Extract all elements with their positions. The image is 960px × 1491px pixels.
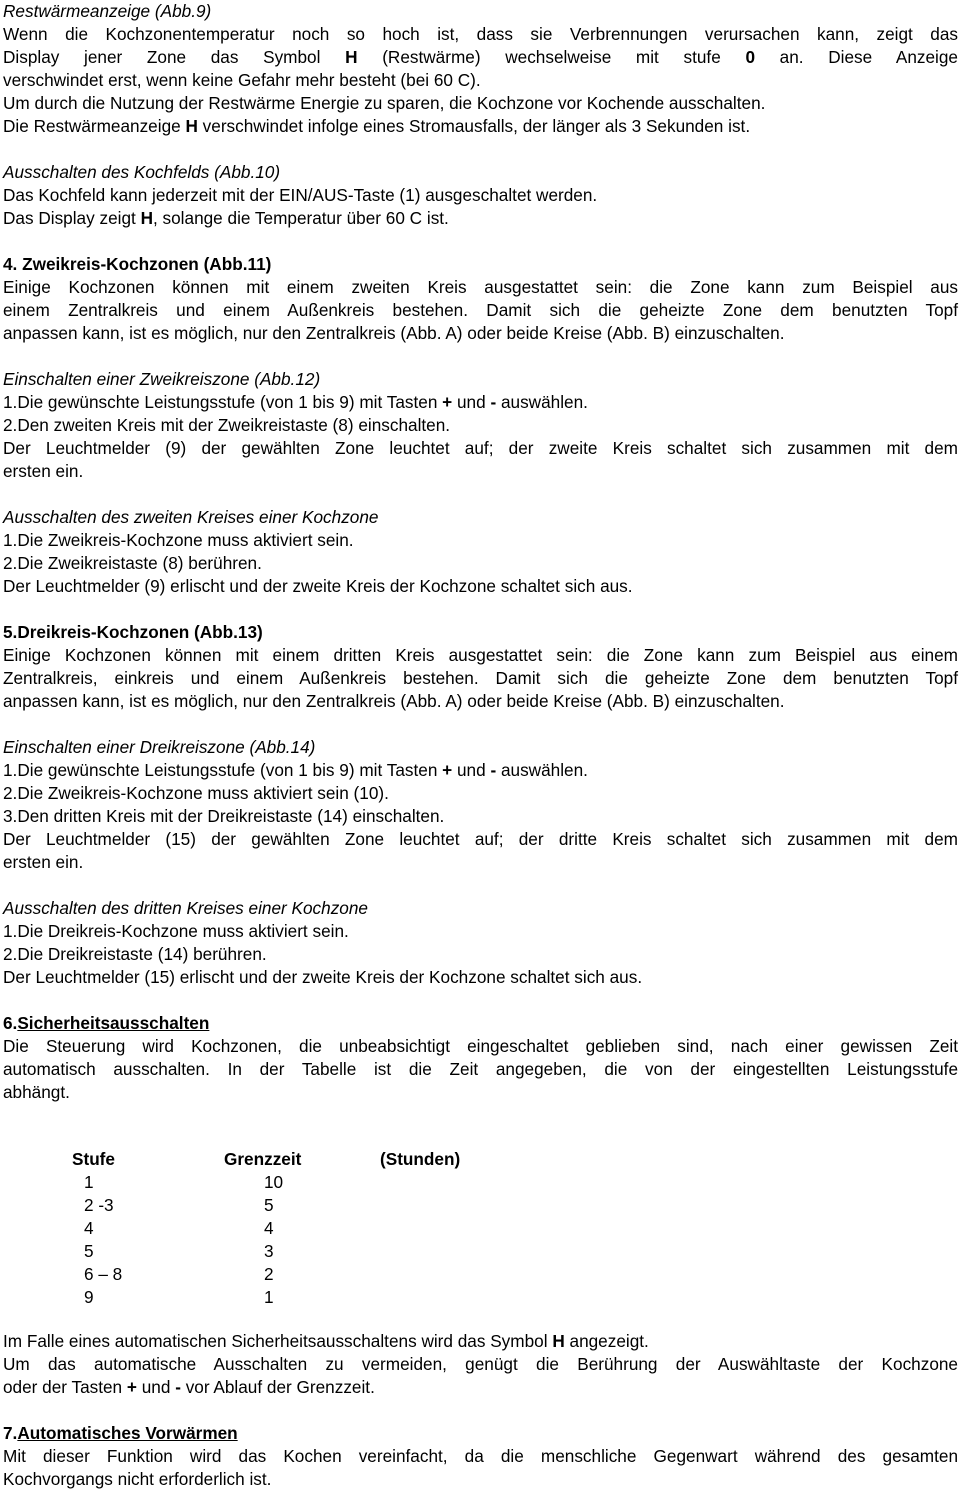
paragraph-line: Zentralkreis, einkreis und einem Außenkreis bestehen. Damit sich die geheizte Zone dem benutzten Topf [3,668,958,688]
section-heading: Einschalten einer Dreikreiszone (Abb.14) [3,737,316,757]
paragraph-line: abhängt. [3,1082,70,1102]
text-run: Im Falle eines automatischen Sicherheitsausschaltens wird das Symbol [3,1331,553,1351]
symbol-h: H [185,116,198,136]
table-row [72,1171,460,1194]
paragraph-line [3,46,958,69]
table-row [72,1194,460,1217]
section-dual-zone-off [3,506,958,598]
text-run: , solange die Temperatur über 60 C ist. [152,208,449,228]
paragraph-line: Die Steuerung wird Kochzonen, die unbeabsichtigt eingeschaltet geblieben sind, nach einer gewissen Zeit [3,1036,958,1056]
table-cell-hours: 1 [264,1287,274,1307]
text-run: 1.Die gewünschte Leistungsstufe (von 1 bis 9) mit Tasten [3,760,443,780]
paragraph-line: Kochvorgangs nicht erforderlich ist. [3,1469,272,1489]
symbol-zero: 0 [745,47,755,67]
text-run: auswählen. [496,760,588,780]
step-line: 2.Die Zweikreistaste (8) berühren. [3,553,262,573]
heading-number: 7. [3,1423,18,1443]
paragraph-line: Um das automatische Ausschalten zu vermeiden, genügt die Berührung der Auswähltaste der Kochzone [3,1354,958,1374]
symbol-h: H [140,208,153,228]
plus-key-symbol: + [442,760,453,780]
section-switch-off-hob [3,161,958,230]
paragraph-line: Einige Kochzonen können mit einem dritten Kreis ausgestattet sein: die Zone kann zum Beispiel aus einem [3,645,958,665]
time-limit-table [72,1148,460,1309]
table-cell-level: 5 [84,1241,94,1261]
text-run: angezeigt. [564,1331,649,1351]
paragraph-line: Der Leuchtmelder (9) der gewählten Zone leuchtet auf; der zweite Kreis schaltet sich zusammen mit dem [3,438,958,458]
paragraph-line: Das Kochfeld kann jederzeit mit der EIN/AUS-Taste (1) ausgeschaltet werden. [3,185,598,205]
table-row [72,1217,460,1240]
text-run: und [452,760,491,780]
table-row [72,1263,460,1286]
section-triple-circuit-zones [3,621,958,713]
table-cell-level: 4 [84,1218,94,1238]
text-run: an. Diese Anzeige [755,47,958,67]
heading-number: 6. [3,1013,18,1033]
paragraph-line: Der Leuchtmelder (15) der gewählten Zone leuchtet auf; der dritte Kreis schaltet sich zusammen mit dem [3,829,958,849]
section-dual-circuit-zones [3,253,958,345]
table-row [72,1286,460,1309]
section-triple-zone-off [3,897,958,989]
table-cell-hours: 3 [264,1241,274,1261]
text-run: 1.Die gewünschte Leistungsstufe (von 1 bis 9) mit Tasten [3,392,443,412]
section-heading [3,1422,958,1445]
table-cell-level: 2 -3 [84,1195,114,1215]
text-run: auswählen. [496,392,588,412]
table-cell-hours: 4 [264,1218,274,1238]
paragraph-line [3,207,958,230]
section-heading [3,1012,958,1035]
paragraph-line: Wenn die Kochzonentemperatur noch so hoch ist, dass sie Verbrennungen verursachen kann, zeigt das [3,24,958,44]
text-run: und [136,1377,176,1397]
symbol-h: H [345,47,358,67]
table-row [72,1240,460,1263]
paragraph-line: Einige Kochzonen können mit einem zweiten Kreis ausgestattet sein: die Zone kann zum Beispiel aus [3,277,958,297]
paragraph-line [3,1330,958,1353]
paragraph-line [3,115,958,138]
step-line: 2.Die Zweikreis-Kochzone muss aktiviert sein (10). [3,783,389,803]
minus-key-symbol: - [175,1377,181,1397]
plus-key-symbol: + [126,1377,137,1397]
text-run: vor Ablauf der Grenzzeit. [180,1377,375,1397]
section-heading: Ausschalten des dritten Kreises einer Kochzone [3,898,368,918]
paragraph-line: Der Leuchtmelder (15) erlischt und der zweite Kreis der Kochzone schaltet sich aus. [3,967,643,987]
step-line: 2.Die Dreikreistaste (14) berühren. [3,944,267,964]
paragraph-line: verschwindet erst, wenn keine Gefahr mehr besteht (bei 60 C). [3,70,481,90]
section-safety-shutoff [3,1012,958,1399]
section-heading: 5.Dreikreis-Kochzonen (Abb.13) [3,622,263,642]
section-auto-preheat [3,1422,958,1491]
text-run: (Restwärme) wechselweise mit stufe [357,47,746,67]
section-residual-heat [3,0,958,138]
table-cell-level: 1 [84,1172,94,1192]
column-header: (Stunden) [380,1149,461,1169]
paragraph-line [3,1376,958,1399]
section-heading: 4. Zweikreis-Kochzonen (Abb.11) [3,254,272,274]
section-dual-zone-on [3,368,958,483]
paragraph-line: Der Leuchtmelder (9) erlischt und der zweite Kreis der Kochzone schaltet sich aus. [3,576,633,596]
manual-page [3,0,958,1491]
section-heading: Ausschalten des Kochfelds (Abb.10) [3,162,281,182]
text-run: Das Display zeigt [3,208,141,228]
table-cell-level: 6 – 8 [84,1264,123,1284]
paragraph-line: ersten ein. [3,852,84,872]
minus-key-symbol: - [490,392,497,412]
paragraph-line: automatisch ausschalten. In der Tabelle ist die Zeit angegeben, die von der eingestellten Leistungsstufe [3,1059,958,1079]
step-line: 3.Den dritten Kreis mit der Dreikreistaste (14) einschalten. [3,806,445,826]
step-line: 1.Die Zweikreis-Kochzone muss aktiviert sein. [3,530,354,550]
paragraph-line: anpassen kann, ist es möglich, nur den Zentralkreis (Abb. A) oder beide Kreise (Abb. B) einzuschalten. [3,691,785,711]
paragraph-line: anpassen kann, ist es möglich, nur den Zentralkreis (Abb. A) oder beide Kreise (Abb. B) einzuschalten. [3,323,785,343]
table-cell-level: 9 [84,1287,94,1307]
paragraph-line: Um durch die Nutzung der Restwärme Energie zu sparen, die Kochzone vor Kochende ausschalten. [3,93,766,113]
text-run: Display jener Zone das Symbol [3,47,346,67]
plus-key-symbol: + [442,392,453,412]
text-run: und [452,392,491,412]
section-heading: Ausschalten des zweiten Kreises einer Kochzone [3,507,379,527]
table-cell-hours: 5 [264,1195,274,1215]
text-run: oder der Tasten [3,1377,127,1397]
symbol-h: H [552,1331,565,1351]
table-cell-hours: 2 [264,1264,274,1284]
table-header-row [72,1148,460,1171]
paragraph-line: Mit dieser Funktion wird das Kochen vereinfacht, da die menschliche Gegenwart während des gesamten [3,1446,958,1466]
table-cell-hours: 10 [264,1172,284,1192]
text-run: Die Restwärmeanzeige [3,116,186,136]
column-header: Grenzzeit [224,1149,302,1169]
step-line: 1.Die Dreikreis-Kochzone muss aktiviert sein. [3,921,349,941]
text-run: verschwindet infolge eines Stromausfalls, der länger als 3 Sekunden ist. [197,116,751,136]
heading-text: Sicherheitsausschalten [17,1013,210,1033]
section-triple-zone-on [3,736,958,874]
paragraph-line: einem Zentralkreis und einem Außenkreis bestehen. Damit sich die geheizte Zone dem benutzten Topf [3,300,958,320]
section-heading: Einschalten einer Zweikreiszone (Abb.12) [3,369,321,389]
step-line: 2.Den zweiten Kreis mit der Zweikreistaste (8) einschalten. [3,415,451,435]
paragraph-line: ersten ein. [3,461,84,481]
heading-text: Automatisches Vorwärmen [17,1423,238,1443]
step-line [3,391,958,414]
section-heading: Restwärmeanzeige (Abb.9) [3,1,212,21]
step-line [3,759,958,782]
column-header: Stufe [72,1149,115,1169]
minus-key-symbol: - [490,760,497,780]
